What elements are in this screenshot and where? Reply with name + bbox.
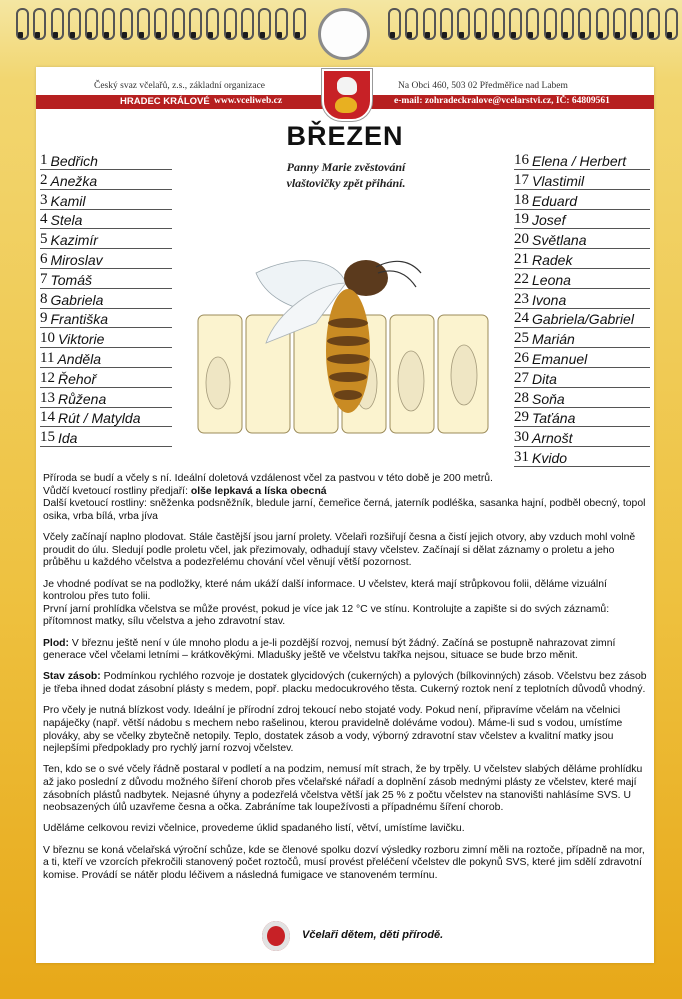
name-day-row [514, 171, 650, 190]
proverb-line-1: Panny Marie zvěstování [286, 160, 406, 174]
day-name: Ivona [532, 291, 567, 308]
spiral-coil [663, 0, 677, 40]
text-plod: V březnu ještě není v úle mnoho plodu a je-li pozdější rozvoj, nemusí být žádný. Začíná se postupně nahrazovat zimní generace včel včelami letními – krátkověkými. Mladušky ještě ve včelstvu takřka nejsou, situace se bude brzo měnit. [43, 637, 616, 662]
article-text [43, 473, 647, 891]
spiral-coil [645, 0, 659, 40]
spiral-coil [273, 0, 287, 40]
spiral-coil [14, 0, 28, 40]
name-day-row [40, 250, 172, 269]
day-number: 8 [40, 290, 48, 307]
spiral-coil [559, 0, 573, 40]
spiral-coil [291, 0, 305, 40]
day-number: 29 [514, 409, 529, 426]
text-leading-plants-label: Vůdčí kvetoucí rostliny předjaří: [43, 485, 191, 497]
spiral-coil [628, 0, 642, 40]
day-number: 7 [40, 270, 48, 287]
day-number: 31 [514, 449, 529, 465]
day-number: 12 [40, 369, 55, 386]
day-name: Františka [50, 311, 109, 328]
name-day-row [514, 210, 650, 229]
spiral-coil [576, 0, 590, 40]
day-name: Dita [532, 370, 557, 387]
spiral-coil [239, 0, 253, 40]
spiral-coil [611, 0, 625, 40]
name-day-row [40, 210, 172, 229]
day-name: Ida [58, 430, 78, 447]
spiral-coil [135, 0, 149, 40]
paragraph-stores [43, 671, 647, 696]
day-number: 1 [40, 152, 48, 168]
day-name: Taťána [532, 410, 576, 427]
name-day-row [40, 151, 172, 170]
day-number: 22 [514, 270, 529, 287]
spiral-coil [455, 0, 469, 40]
spiral-coil [472, 0, 486, 40]
day-name: Eduard [532, 192, 578, 209]
day-number: 30 [514, 429, 529, 446]
text-first-inspection: První jarní prohlídka včelstva se může provést, pokud je více jak 12 °C ve stínu. Kontrolujte a zapište si do svých záznamů: přítomnost matky, sílu včelstva a jeho zdravotní stav. [43, 603, 610, 628]
name-day-row [40, 389, 172, 408]
day-number: 4 [40, 211, 48, 228]
org-contact: e-mail: zohradeckralove@vcelarstvi.cz, IČ: 64809561 [394, 96, 610, 106]
day-name: Kamil [50, 192, 86, 209]
day-number: 26 [514, 350, 529, 366]
name-day-row [40, 408, 172, 427]
day-name: Světlana [532, 232, 587, 249]
day-name: Anežka [50, 172, 98, 189]
name-day-row [514, 191, 650, 210]
day-name: Tomáš [50, 271, 93, 288]
binding-spiral-left [14, 0, 308, 50]
text-leading-plants: olše lepkavá a líska obecná [190, 485, 327, 497]
spiral-coil [438, 0, 452, 40]
spiral-coil [66, 0, 80, 40]
bee-illustration [196, 253, 496, 443]
calendar-page [36, 67, 654, 963]
label-plod: Plod: [43, 637, 69, 649]
name-day-row [40, 171, 172, 190]
text-pads: Je vhodné podívat se na podložky, které nám ukáží další informace. U včelstev, která mají strůpkovou folii, děláme vizuální kontrolou přes tuto folii. [43, 578, 607, 603]
spiral-coil [507, 0, 521, 40]
day-number: 2 [40, 171, 48, 188]
day-name: Marián [532, 331, 575, 348]
day-name: Josef [532, 212, 566, 229]
paragraph-nature [43, 473, 647, 523]
footer-slogan: Včelaři dětem, děti přírodě. [302, 929, 444, 941]
day-name: Viktorie [58, 331, 105, 348]
spiral-coil [524, 0, 538, 40]
spiral-coil [49, 0, 63, 40]
day-name: Kazimír [50, 232, 98, 249]
day-number: 13 [40, 389, 55, 406]
name-day-row [40, 230, 172, 249]
spiral-coil [83, 0, 97, 40]
day-number: 28 [514, 389, 529, 406]
month-title: BŘEZEN [286, 121, 404, 151]
spiral-coil [421, 0, 435, 40]
text-other-plants: Další kvetoucí rostliny: sněženka podsněžník, bledule jarní, čemeřice černá, jaterník podléška, sasanka hajní, podběl obecný, topol osika, vrba bílá, vrba jíva [43, 498, 646, 522]
paragraph-inspection [43, 579, 647, 629]
day-name: Soňa [532, 390, 565, 407]
spiral-coil [187, 0, 201, 40]
name-day-row [514, 270, 650, 289]
spiral-coil [594, 0, 608, 40]
name-day-row [514, 448, 650, 467]
day-name: Bedřich [50, 153, 98, 169]
day-number: 24 [514, 310, 529, 327]
day-number: 23 [514, 290, 529, 307]
paragraph-revision: Uděláme celkovou revizi včelnice, provedeme úklid spadaného listí, větví, umístíme lavičku. [43, 823, 465, 835]
day-name: Vlastimil [532, 172, 585, 189]
day-name: Řehoř [58, 370, 97, 387]
crest-logo [322, 69, 372, 121]
day-number: 21 [514, 251, 529, 267]
spiral-coil [170, 0, 184, 40]
name-day-row [514, 230, 650, 249]
name-day-row [40, 349, 172, 368]
text-stores: Podmínkou rychlého rozvoje je dostatek glycidových (cukerných) a pylových (bílkovinných) zásob. Včelstvu bez zásob je třeba ihned dodat zásobní plásty s medem, popř. placku medocukrového těsta. Cukerný roztok není z teplotních důvodů vhodný. [43, 671, 647, 696]
name-day-row [40, 309, 172, 328]
day-number: 20 [514, 231, 529, 248]
hanger-hole [318, 8, 370, 60]
day-number: 11 [40, 350, 55, 366]
name-day-row [514, 290, 650, 309]
paragraph-brood: Včely začínají naplno plodovat. Stále častější jsou jarní prolety. Včelaři rozšiřují česna a čistí jejich otvory, aby vzduch mohl volně proudit do úlu. Sledují podle proletu včel, jak přezimovaly, odhadují stavy včelstev. Začínají si dělat záznamy o proletu a jeho průběhu u každého včelstva a podezřelému chování včel věnují větší pozornost. [43, 532, 636, 569]
day-name: Stela [50, 212, 83, 229]
spiral-coil [152, 0, 166, 40]
day-number: 3 [40, 191, 48, 208]
day-name: Anděla [57, 351, 102, 367]
day-name: Elena / Herbert [532, 153, 627, 169]
name-day-row [514, 309, 650, 328]
spiral-coil [204, 0, 218, 40]
day-number: 27 [514, 369, 529, 386]
name-day-row [514, 349, 650, 368]
paragraph-plod [43, 638, 647, 663]
day-name: Kvido [532, 450, 568, 466]
org-name-line: Český svaz včelařů, z.s., základní organizace [94, 81, 266, 91]
name-day-row [514, 408, 650, 427]
name-day-row [514, 329, 650, 348]
org-address: Na Obci 460, 503 02 Předměřice nad Labem [398, 81, 568, 91]
day-number: 10 [40, 330, 55, 347]
spiral-coil [490, 0, 504, 40]
month-proverb [256, 159, 436, 191]
spiral-coil [256, 0, 270, 40]
day-name: Gabriela [50, 291, 104, 308]
day-number: 15 [40, 429, 55, 446]
day-number: 16 [514, 152, 529, 168]
day-number: 25 [514, 330, 529, 347]
day-number: 14 [40, 409, 55, 426]
spiral-coil [403, 0, 417, 40]
spiral-coil [542, 0, 556, 40]
spiral-coil [386, 0, 400, 40]
day-name: Emanuel [532, 351, 588, 367]
proverb-line-2: vlaštovičky zpět přihání. [286, 176, 406, 190]
paragraph-water: Pro včely je nutná blízkost vody. Ideální je přírodní zdroj tekoucí nebo stojaté vody. Pokud není, připravíme včelám na včelnici napáječky (např. větší nádobu s mechem nebo rašelinou, kterou pravidelně doléváme vodou). Máme-li sud s vodou, umístíme plováky, aby se včelky zbytečně netopily. Teplo, dostatek zásob a vody, výborný zdravotní stav včelstev a kvalitní matky jsou nejlepšími předpoklady pro rychlý jarní rozvoj včelstev. [43, 705, 623, 755]
footer [262, 921, 502, 951]
name-day-row [40, 290, 172, 309]
org-city: HRADEC KRÁLOVÉ [120, 96, 210, 107]
spiral-coil [31, 0, 45, 40]
paragraph-meeting: V březnu se koná včelařská výroční schůze, kde se členové spolku dozví výsledky rozboru zimní měli na roztoče, případně na mor, a ti, kteří ve vzorcích překročili stanovený počet roztočů, musí provést přeléčení včelstev dle pokynů SVS, které jim sdělí zdravotní komise. Provádí se nátěr plodu léčivem a následná fumigace ve stanoveném termínu. [43, 844, 645, 881]
day-name: Miroslav [50, 252, 103, 268]
day-name: Leona [532, 271, 571, 288]
paragraph-weak-colonies: Ten, kdo se o své včely řádně postaral v podletí a na podzim, nemusí mít strach, že by trpěly. U včelstev slabých děláme prohlídku až jako poslední z důvodu možného šíření chorob přes včelařské nářadí a doplnění zásob mednými plásty ze včelstev, které mají zásobních plástů nadbytek. Nejasné úhyny a podezřelá včelstva větší jak 25 % z počtu včelstev na stanovišti nahlásíme SVS. U neobsazených úlů uzavřeme česna a očka. Zabráníme tak loupežívosti a případnému šíření chorob. [43, 764, 643, 814]
day-name: Arnošt [532, 430, 573, 447]
name-day-row [40, 329, 172, 348]
name-day-row [40, 270, 172, 289]
label-stores: Stav zásob: [43, 671, 101, 683]
name-day-row [514, 389, 650, 408]
day-name: Růžena [58, 390, 107, 407]
spiral-coil [100, 0, 114, 40]
name-day-row [514, 151, 650, 170]
day-name: Radek [532, 252, 573, 268]
day-number: 6 [40, 251, 48, 267]
day-name: Rút / Matylda [58, 410, 141, 427]
day-number: 19 [514, 211, 529, 228]
name-day-row [40, 428, 172, 447]
text-flight-distance: Příroda se budí a včely s ní. Ideální doletová vzdálenost včel za pastvou v této době je 200 metrů. [43, 473, 493, 484]
name-day-row [40, 191, 172, 210]
day-number: 5 [40, 231, 48, 248]
name-day-row [514, 369, 650, 388]
day-number: 9 [40, 310, 48, 327]
spiral-coil [118, 0, 132, 40]
name-day-row [40, 369, 172, 388]
day-number: 17 [514, 171, 529, 188]
youth-logo [262, 921, 290, 951]
spiral-coil [222, 0, 236, 40]
day-number: 18 [514, 191, 529, 208]
name-day-row [514, 428, 650, 447]
org-web-link[interactable]: www.vceliweb.cz [214, 96, 283, 106]
name-day-row [514, 250, 650, 269]
binding-spiral-right [386, 0, 680, 50]
day-name: Gabriela/Gabriel [532, 311, 634, 328]
